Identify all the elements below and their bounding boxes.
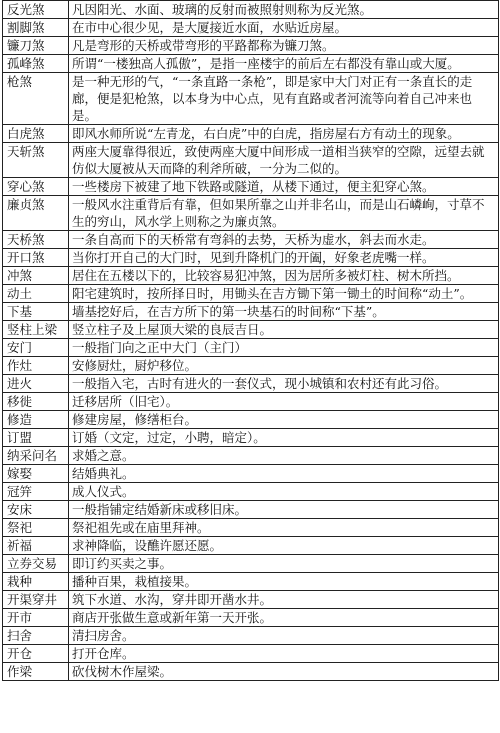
- table-row: [3, 609, 499, 627]
- table-row: [3, 411, 499, 429]
- table-row: [3, 37, 499, 55]
- description-cell: 当你打开自己的大门时，见到升降机门的开阖，好象老虎嘴一样。: [69, 249, 499, 267]
- table-row: [3, 591, 499, 609]
- table-row: [3, 573, 499, 591]
- term-cell: 白虎煞: [3, 125, 69, 143]
- description-cell: 即风水师所说“左青龙，右白虎”中的白虎，指房屋右方有动土的现象。: [69, 125, 499, 143]
- term-cell: 安门: [3, 339, 69, 357]
- table-row: [3, 339, 499, 357]
- term-cell: 开仓: [3, 645, 69, 663]
- description-cell: 一般风水注重背后有靠，但如果所靠之山并非名山，而是山石嶙峋，寸草不生的穷山，风水学上则称之为廉贞煞。: [69, 196, 499, 231]
- term-cell: 割脚煞: [3, 19, 69, 37]
- table-row: [3, 393, 499, 411]
- table-row: [3, 19, 499, 37]
- term-cell: 祈福: [3, 537, 69, 555]
- description-cell: 居住在五楼以下的，比较容易犯冲煞，因为居所多被灯柱、树木所挡。: [69, 267, 499, 285]
- description-cell: 成人仪式。: [69, 483, 499, 501]
- table-row: [3, 429, 499, 447]
- table-row: [3, 231, 499, 249]
- table-row: [3, 375, 499, 393]
- table-row: [3, 501, 499, 519]
- description-cell: 修建房屋，修缮柜台。: [69, 411, 499, 429]
- table-row: [3, 303, 499, 321]
- table-row: [3, 267, 499, 285]
- description-cell: 一般指入宅，古时有进火的一套仪式，现小城镇和农村还有此习俗。: [69, 375, 499, 393]
- description-cell: 迁移居所（旧宅）。: [69, 393, 499, 411]
- term-cell: 作灶: [3, 357, 69, 375]
- term-cell: 反光煞: [3, 1, 69, 19]
- term-cell: 开口煞: [3, 249, 69, 267]
- table-row: [3, 1, 499, 19]
- table-row: [3, 55, 499, 73]
- term-cell: 孤峰煞: [3, 55, 69, 73]
- table-row: [3, 555, 499, 573]
- term-cell: 作梁: [3, 663, 69, 681]
- description-cell: 清扫房舍。: [69, 627, 499, 645]
- description-cell: 墙基挖好后，在吉方所下的第一块基石的时间称“下基”。: [69, 303, 499, 321]
- table-row: [3, 178, 499, 196]
- term-cell: 镰刀煞: [3, 37, 69, 55]
- description-cell: 打开仓库。: [69, 645, 499, 663]
- table-row: [3, 645, 499, 663]
- description-cell: 砍伐树木作屋梁。: [69, 663, 499, 681]
- table-row: [3, 627, 499, 645]
- description-cell: 安修厨灶，厨炉移位。: [69, 357, 499, 375]
- description-cell: 播种百果，栽植接果。: [69, 573, 499, 591]
- term-cell: 穿心煞: [3, 178, 69, 196]
- description-cell: 求婚之意。: [69, 447, 499, 465]
- table-row: [3, 196, 499, 231]
- description-cell: 阳宅建筑时，按所择日时，用锄头在吉方锄下第一锄土的时间称“动土”。: [69, 285, 499, 303]
- description-cell: 商店开张做生意或新年第一天开张。: [69, 609, 499, 627]
- description-cell: 在市中心很少见，是大厦接近水面，水贴近房屋。: [69, 19, 499, 37]
- table-row: [3, 465, 499, 483]
- description-cell: 所谓“一楼独高人孤傲”，是指一座楼宇的前后左右都没有靠山或大厦。: [69, 55, 499, 73]
- description-cell: 结婚典礼。: [69, 465, 499, 483]
- description-cell: 即订约买卖之事。: [69, 555, 499, 573]
- glossary-table-body: [3, 1, 499, 681]
- term-cell: 开市: [3, 609, 69, 627]
- term-cell: 移徙: [3, 393, 69, 411]
- term-cell: 嫁娶: [3, 465, 69, 483]
- description-cell: 一些楼房下被建了地下铁路或隧道，从楼下通过，便主犯穿心煞。: [69, 178, 499, 196]
- term-cell: 安床: [3, 501, 69, 519]
- term-cell: 天桥煞: [3, 231, 69, 249]
- term-cell: 冲煞: [3, 267, 69, 285]
- term-cell: 立券交易: [3, 555, 69, 573]
- description-cell: 求神降临，设醮许愿还愿。: [69, 537, 499, 555]
- description-cell: 一般指门向之正中大门（主门）: [69, 339, 499, 357]
- term-cell: 枪煞: [3, 73, 69, 125]
- term-cell: 天斩煞: [3, 143, 69, 178]
- description-cell: 是一种无形的气，“一条直路一条枪”，即是家中大门对正有一条直长的走廊，便是犯枪煞，以本身为中心点，见有直路或者河流等向着自己冲来也是。: [69, 73, 499, 125]
- term-cell: 栽种: [3, 573, 69, 591]
- term-cell: 廉贞煞: [3, 196, 69, 231]
- description-cell: 一条自高而下的天桥常有弯斜的去势，天桥为虚水，斜去而水走。: [69, 231, 499, 249]
- table-row: [3, 249, 499, 267]
- table-row: [3, 285, 499, 303]
- term-cell: 下基: [3, 303, 69, 321]
- table-row: [3, 483, 499, 501]
- table-row: [3, 357, 499, 375]
- table-row: [3, 447, 499, 465]
- table-row: [3, 519, 499, 537]
- term-cell: 祭祀: [3, 519, 69, 537]
- term-cell: 竖柱上梁: [3, 321, 69, 339]
- term-cell: 纳采问名: [3, 447, 69, 465]
- table-row: [3, 125, 499, 143]
- glossary-table: [2, 0, 499, 681]
- term-cell: 修造: [3, 411, 69, 429]
- description-cell: 两座大厦靠得很近，致使两座大厦中间形成一道相当狭窄的空隙，远望去就仿似大厦被从天而降的利斧所破，一分为二似的。: [69, 143, 499, 178]
- table-row: [3, 321, 499, 339]
- description-cell: 订婚（文定，过定，小聘，暗定）。: [69, 429, 499, 447]
- table-row: [3, 663, 499, 681]
- table-row: [3, 73, 499, 125]
- description-cell: 竖立柱子及上屋顶大梁的良辰吉日。: [69, 321, 499, 339]
- description-cell: 一般指铺定结婚新床或移旧床。: [69, 501, 499, 519]
- description-cell: 凡因阳光、水面、玻璃的反射而被照射则称为反光煞。: [69, 1, 499, 19]
- table-row: [3, 537, 499, 555]
- term-cell: 冠笄: [3, 483, 69, 501]
- table-row: [3, 143, 499, 178]
- term-cell: 动土: [3, 285, 69, 303]
- term-cell: 进火: [3, 375, 69, 393]
- description-cell: 凡是弯形的天桥或带弯形的平路都称为镰刀煞。: [69, 37, 499, 55]
- description-cell: 祭祀祖先或在庙里拜神。: [69, 519, 499, 537]
- term-cell: 扫舍: [3, 627, 69, 645]
- term-cell: 订盟: [3, 429, 69, 447]
- term-cell: 开渠穿井: [3, 591, 69, 609]
- description-cell: 筑下水道、水沟，穿井即开凿水井。: [69, 591, 499, 609]
